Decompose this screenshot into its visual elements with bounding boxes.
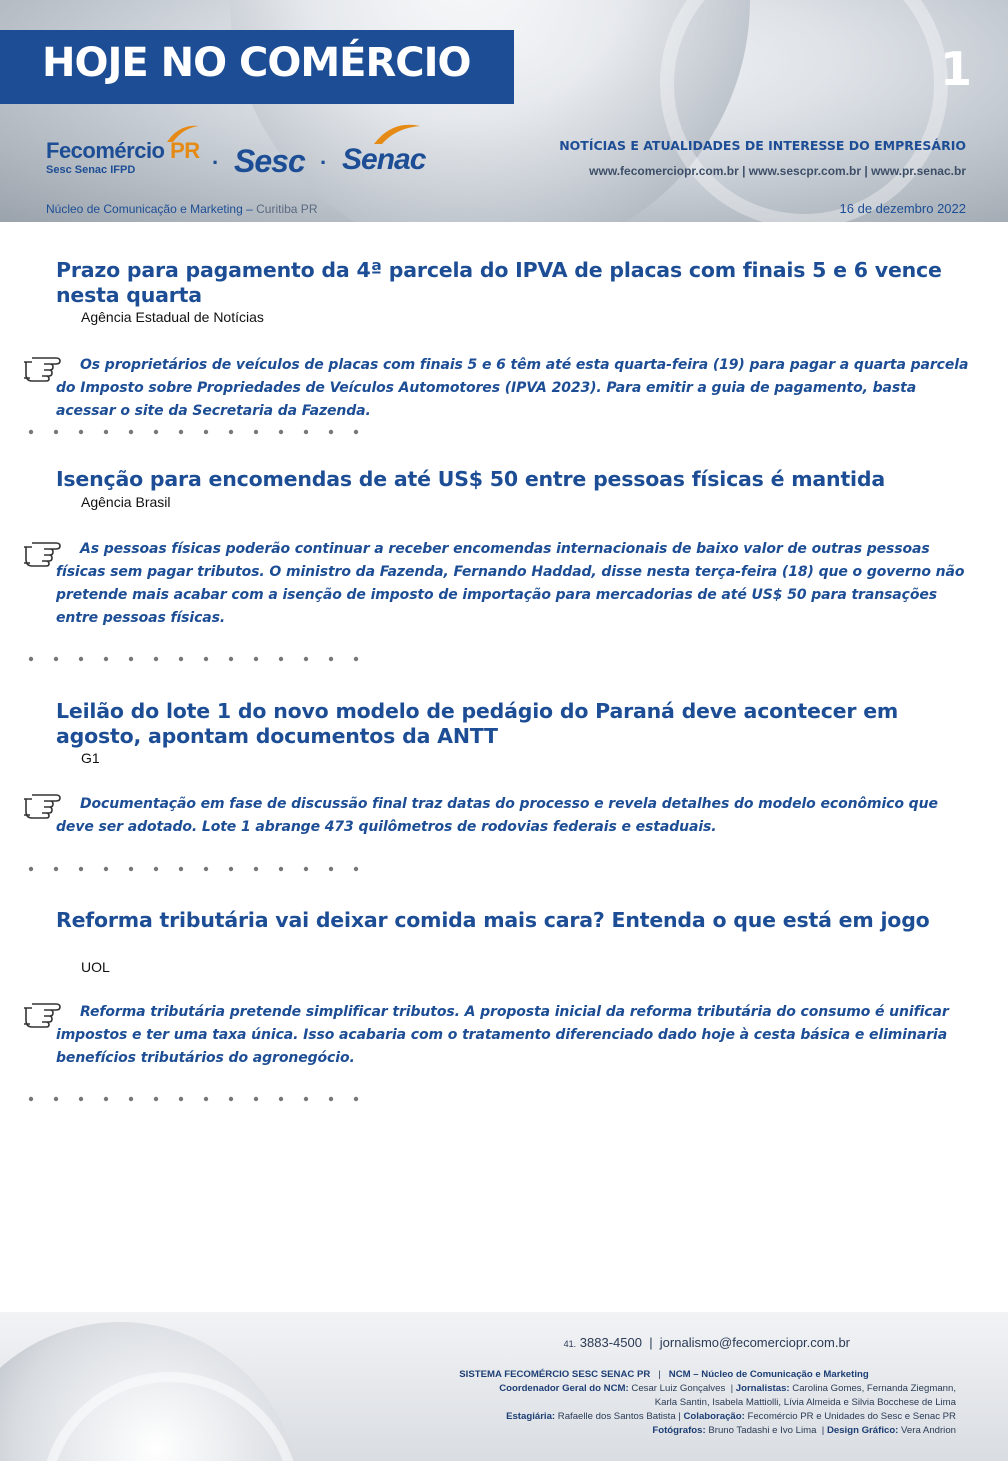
website-links[interactable]: www.fecomerciopr.com.br | www.sescpr.com.br | www.pr.senac.br — [589, 164, 966, 178]
page-footer — [0, 1312, 1008, 1461]
fecomercio-logo: Fecomércio PR — [46, 138, 200, 163]
article-summary: As pessoas físicas poderão continuar a receber encomendas internacionais de baixo valor de outras pessoas físicas sem pagar tributos. O ministro da Fazenda, Fernando Haddad, disse nesta terça-feira (18) que o governo não pretende mais acabar com a isenção de imposto de importação para mercadorias de até US$ 50 para transações entre pessoas físicas. — [56, 541, 965, 626]
article-summary: Os proprietários de veículos de placas com finais 5 e 6 têm até esta quarta-feira (19) para pagar a quarta parcela do Imposto sobre Propriedades de Veículos Automotores (IPVA 2023). Para emitir a guia de pagamento, basta acessar o site da Secretaria da Fazenda. — [56, 357, 969, 419]
sesc-logo: Sesc — [234, 143, 305, 179]
fecomercio-logo-subtitle: Sesc Senac IFPD — [46, 164, 136, 176]
tagline: NOTÍCIAS E ATUALIDADES DE INTERESSE DO EMPRESÁRIO — [559, 138, 966, 153]
article-title[interactable]: Prazo para pagamento da 4ª parcela do IPVA de placas com finais 5 e 6 vence nesta quarta — [56, 258, 942, 307]
dotted-divider — [28, 865, 368, 873]
article-source: UOL — [81, 959, 110, 975]
globe-ring-decoration — [660, 0, 948, 222]
footer-contact: 41. 3883-4500 | jornalismo@fecomerciopr.com.br — [563, 1335, 850, 1350]
page-header — [0, 0, 1008, 222]
footer-phone[interactable]: 3883-4500 — [579, 1335, 642, 1350]
footer-credits: SISTEMA FECOMÉRCIO SESC SENAC PR | NCM – Núcleo de Comunicação e Marketing Coordenador Geral do NCM: Cesar Luiz Gonçalves | Jornalistas: Carolina Gomes, Fernanda Ziegmann, Karla Santin, Isabela Mattiolli, Lívia Almeida e Silvia Bocchese de Lima Estagiária: Rafaelle dos Santos Batista | Colaboração: Fecomércio PR e Unidades do Sesc e Senac PR Fotógrafos: Bruno Tadashi e Ivo Lima | Design Gráfico: Vera Andrion — [459, 1369, 956, 1436]
newsletter-title: HOJE NO COMÉRCIO — [42, 40, 471, 86]
article-title[interactable]: Reforma tributária vai deixar comida mais cara? Entenda o que está em jogo — [56, 908, 930, 932]
dotted-divider — [28, 428, 368, 436]
page-number: 1 — [939, 42, 972, 96]
article-title[interactable]: Isenção para encomendas de até US$ 50 entre pessoas físicas é mantida — [56, 467, 885, 491]
department-line: Núcleo de Comunicação e Marketing – Curitiba PR — [46, 202, 318, 216]
article-summary: Reforma tributária pretende simplificar tributos. A proposta inicial da reforma tributária do consumo é unificar impostos e ter uma taxa única. Isso acabaria com o tratamento diferenciado dado hoje à cesta básica e eliminaria benefícios tributários do agronegócio. — [56, 1004, 949, 1066]
article-source: Agência Brasil — [81, 494, 171, 510]
dotted-divider — [28, 1095, 368, 1103]
issue-date: 16 de dezembro 2022 — [839, 201, 966, 216]
logo-separator-dot: · — [212, 150, 220, 175]
article-source: G1 — [81, 750, 100, 766]
dotted-divider — [28, 655, 368, 663]
fecomercio-swoosh-icon — [165, 122, 201, 144]
article-title[interactable]: Leilão do lote 1 do novo modelo de pedágio do Paraná deve acontecer em agosto, apontam documentos da ANTT — [56, 699, 899, 748]
article-summary: Documentação em fase de discussão final traz datas do processo e revela detalhes do modelo econômico que deve ser adotado. Lote 1 abrange 473 quilômetros de rodovias federais e estaduais. — [56, 796, 938, 835]
footer-email[interactable]: jornalismo@fecomerciopr.com.br — [659, 1335, 850, 1350]
logo-separator-dot: · — [320, 150, 328, 175]
senac-logo: Senac — [342, 143, 426, 176]
article-source: Agência Estadual de Notícias — [81, 309, 264, 325]
